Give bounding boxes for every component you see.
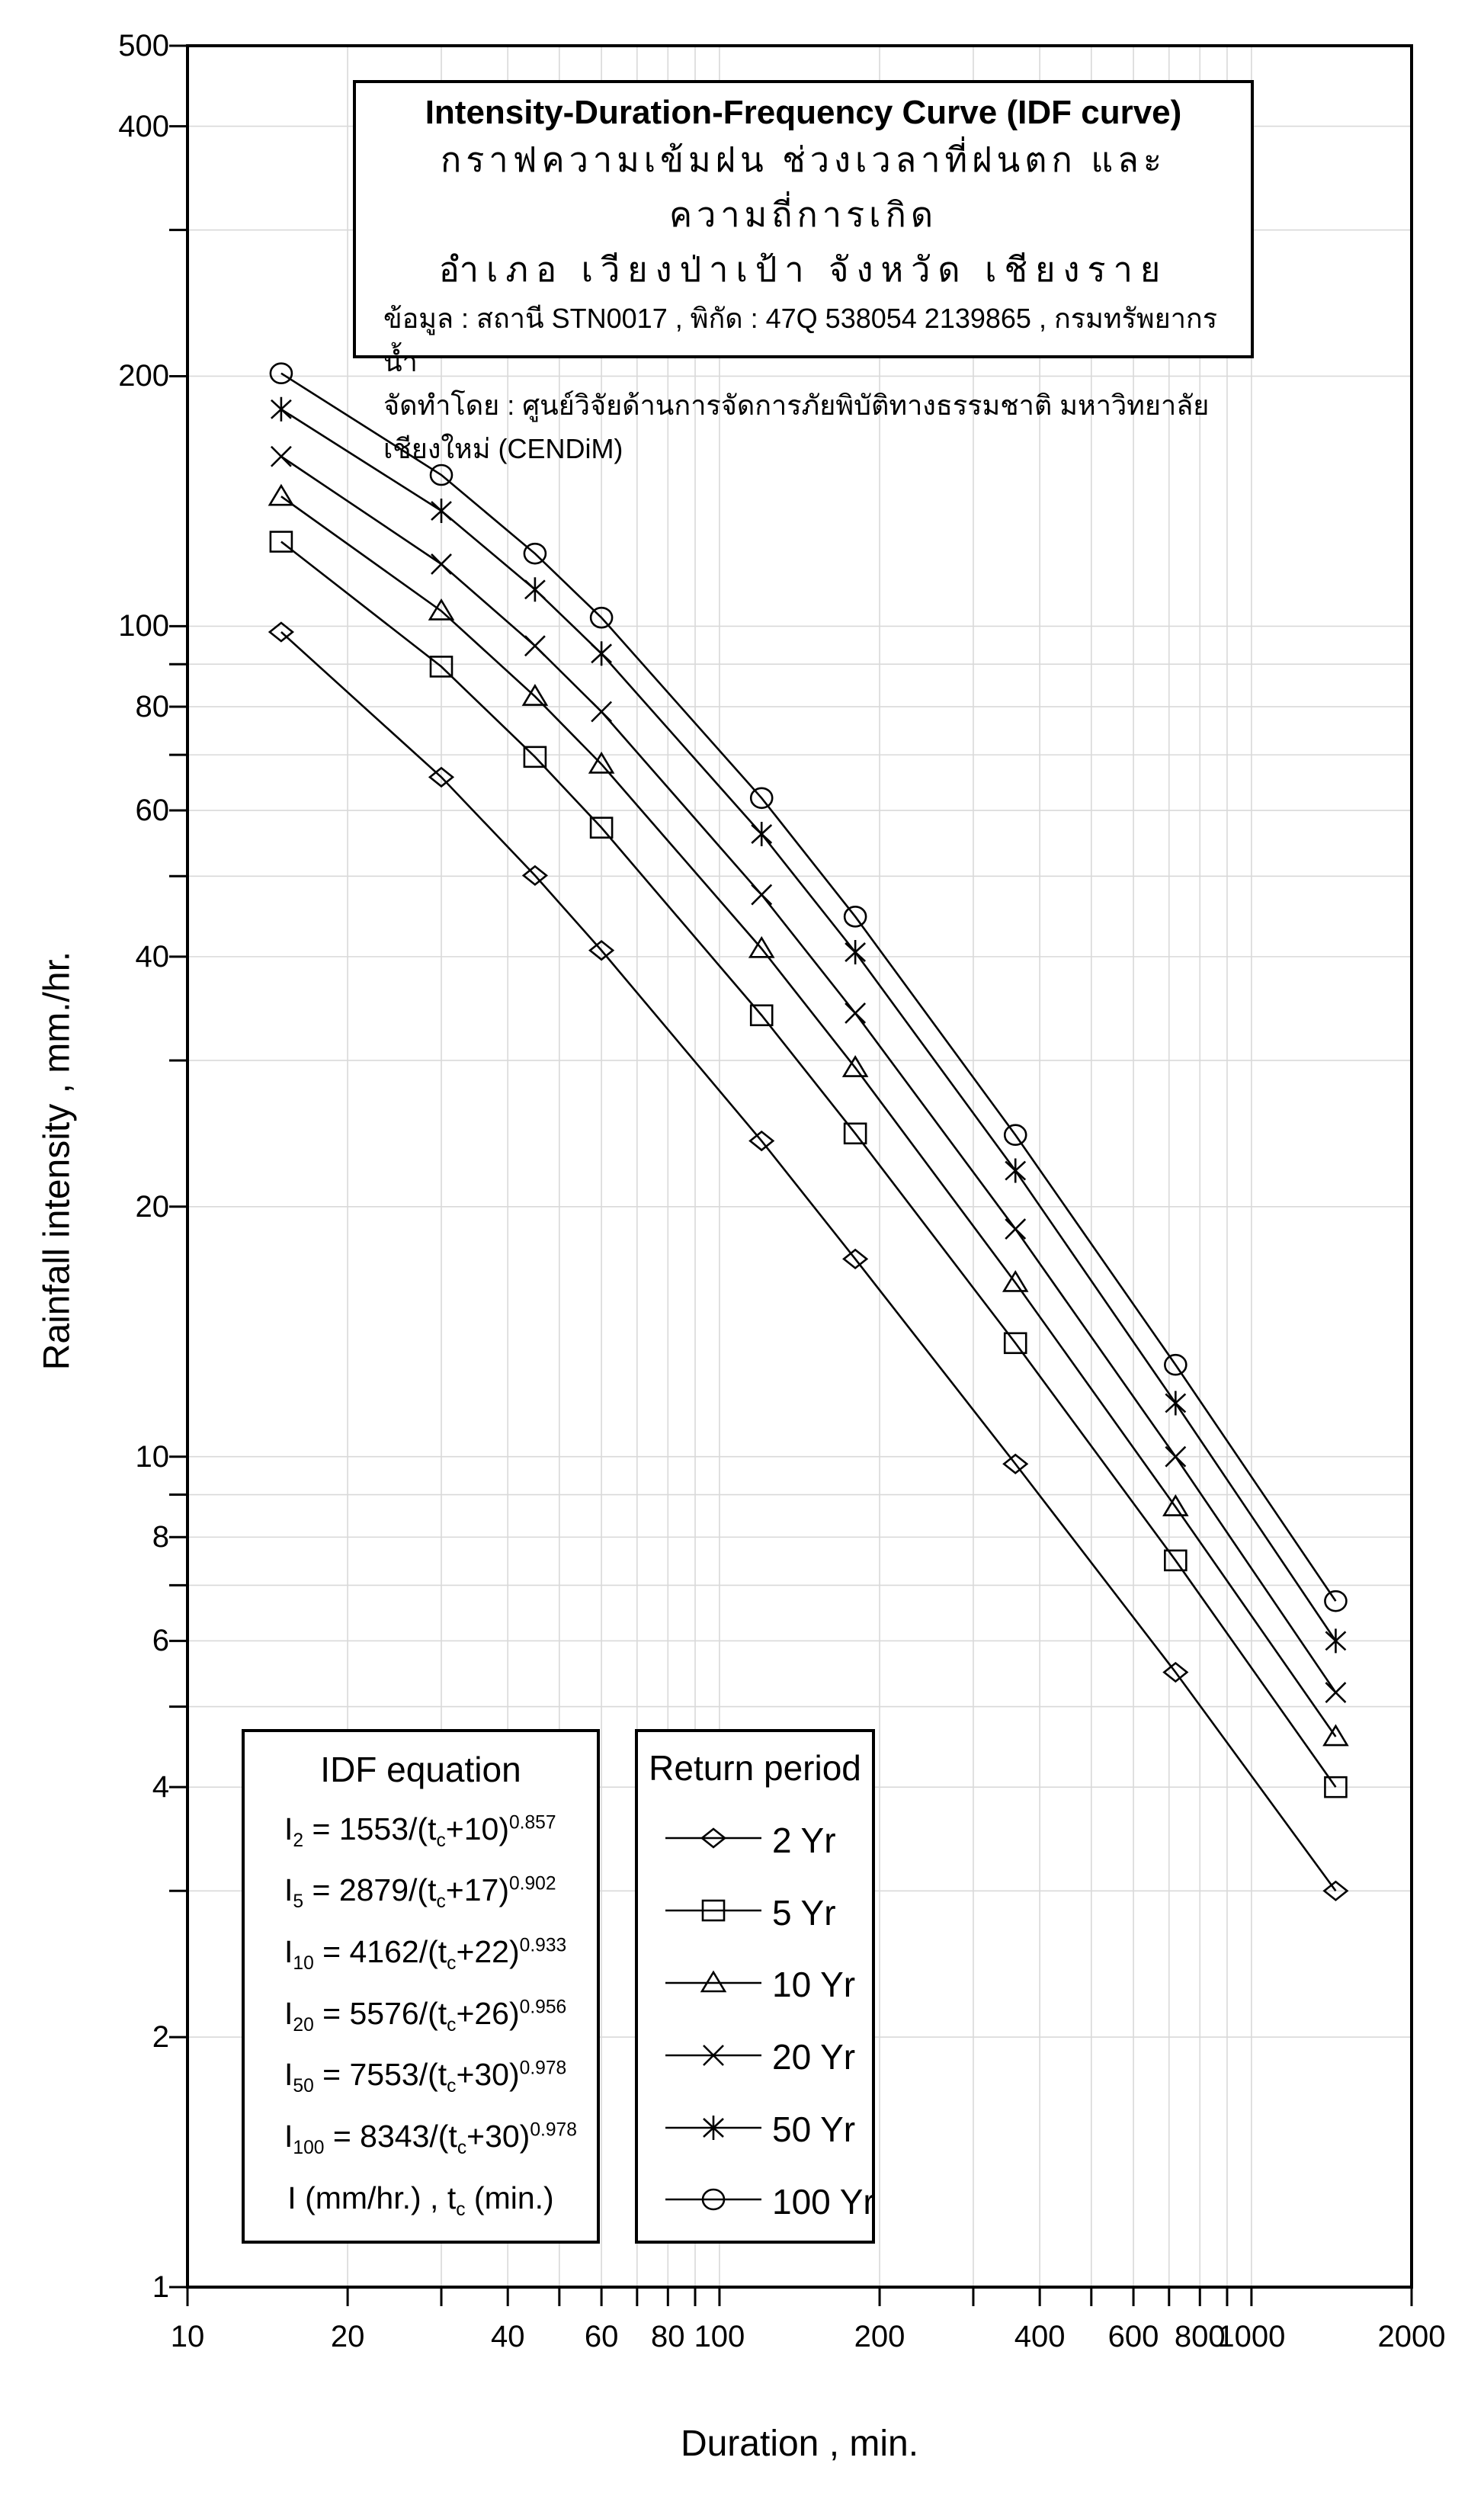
x-tick-label: 100	[694, 2320, 745, 2353]
legend-entry-label: 20 Yr	[772, 2037, 856, 2077]
triangle-marker-icon	[664, 1966, 763, 2004]
y-tick-label: 4	[152, 1770, 169, 1805]
x-tick-label: 200	[854, 2320, 905, 2353]
legend-entry-20-yr	[638, 2036, 872, 2077]
y-tick-label: 60	[135, 794, 169, 828]
circle-marker-icon	[664, 2183, 763, 2220]
y-tick-label: 20	[135, 1189, 169, 1224]
legend-entry-label: 100 Yr	[772, 2181, 875, 2222]
y-tick-label: 80	[135, 689, 169, 723]
chart-title-english: Intensity-Duration-Frequency Curve (IDF curve)	[425, 94, 1182, 131]
x-tick-label: 20	[330, 2320, 365, 2353]
prepared-by-line: จัดทำโดย : ศูนย์วิจัยด้านการจัดการภัยพิบัติทางธรรมชาติ มหาวิทยาลัยเชียงใหม่ (CENDiM)	[383, 390, 1210, 464]
legend-entry-label: 5 Yr	[772, 1892, 836, 1933]
y-axis-title: Rainfall intensity , mm./hr.	[37, 951, 78, 1371]
idf-equation-title: IDF equation	[320, 1750, 521, 1789]
data-source-line: ข้อมูล : สถานี STN0017 , พิกัด : 47Q 538054 2139865 , กรมทรัพยากรน้ำ	[383, 303, 1218, 377]
legend-title: Return period	[649, 1748, 861, 1788]
idf-equation-units: I (mm/hr.) , $t_c$ (min.)	[287, 2180, 554, 2220]
idf-equation-row: $I_5 = 2879/(t_c+17)^{0.902}$	[284, 1872, 556, 1913]
asterisk-marker-icon	[664, 2111, 763, 2148]
y-tick-label: 6	[152, 1624, 169, 1658]
x-axis-title: Duration , min.	[680, 2424, 919, 2464]
square-marker-icon	[664, 1894, 763, 1931]
y-tick-label: 40	[135, 939, 169, 974]
y-tick-label: 1	[152, 2270, 169, 2304]
legend-entry-2-yr	[638, 1820, 872, 1861]
chart-subtitle-location: อำเภอ เวียงป่าเป้า จังหวัด เชียงราย	[438, 250, 1168, 289]
legend-entry-5-yr	[638, 1892, 872, 1933]
y-tick-label: 100	[118, 609, 169, 643]
x-tick-label: 800	[1174, 2320, 1226, 2353]
idf-equation-row: $I_{20} = 5576/(t_c+26)^{0.956}$	[284, 1995, 567, 2036]
legend-entry-50-yr	[638, 2109, 872, 2150]
chart-title-thai: กราฟความเข้มฝน ช่วงเวลาที่ฝนตก และความถี่การเกิด	[440, 140, 1167, 234]
legend-entry-100-yr	[638, 2181, 875, 2222]
x-tick-label: 80	[651, 2320, 685, 2353]
x-tick-label: 600	[1107, 2320, 1159, 2353]
x-tick-label: 1000	[1217, 2320, 1286, 2353]
legend-entry-label: 2 Yr	[772, 1820, 836, 1860]
y-tick-label: 200	[118, 359, 169, 393]
legend-box	[635, 1729, 875, 2244]
y-tick-label: 400	[118, 109, 169, 143]
y-tick-label: 2	[152, 2020, 169, 2055]
legend-entry-10-yr	[638, 1964, 872, 2005]
x-tick-label: 60	[584, 2320, 619, 2353]
x-tick-label: 2000	[1377, 2320, 1446, 2353]
idf-equation-row: $I_{10} = 4162/(t_c+22)^{0.933}$	[284, 1933, 567, 1975]
x-tick-label: 400	[1014, 2320, 1066, 2353]
chart-title-box	[353, 80, 1254, 464]
y-tick-label: 10	[135, 1439, 169, 1474]
idf-equation-box	[242, 1729, 600, 2244]
y-tick-label: 8	[152, 1520, 169, 1554]
diamond-marker-icon	[664, 1821, 763, 1859]
y-tick-label: 500	[118, 29, 169, 63]
idf-equation-row: $I_2 = 1553/(t_c+10)^{0.857}$	[284, 1811, 556, 1851]
x-marker-icon	[664, 2039, 763, 2076]
legend-entry-label: 10 Yr	[772, 1965, 856, 2005]
x-tick-label: 10	[170, 2320, 205, 2353]
idf-equation-row: $I_{100} = 8343/(t_c+30)^{0.978}$	[284, 2119, 577, 2159]
x-tick-label: 40	[490, 2320, 525, 2353]
legend-entry-label: 50 Yr	[772, 2109, 856, 2150]
idf-equation-row: $I_{50} = 7553/(t_c+30)^{0.978}$	[284, 2057, 567, 2097]
